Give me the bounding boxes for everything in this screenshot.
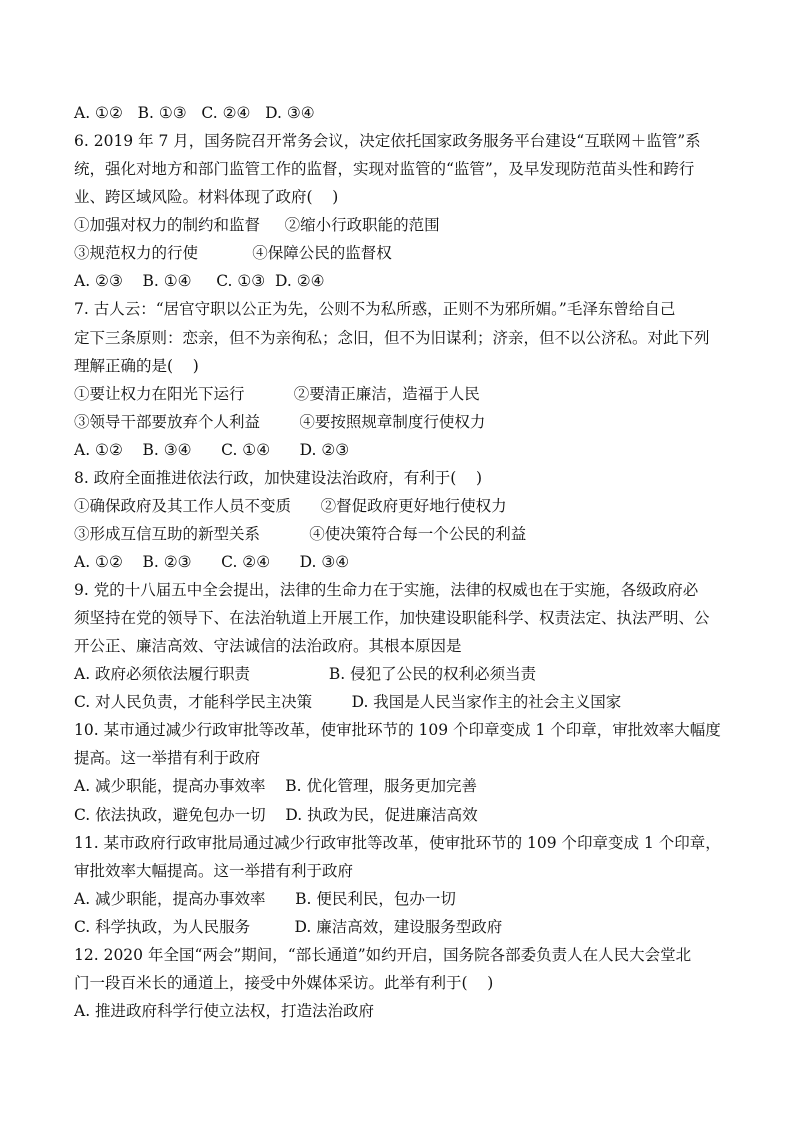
text-line: 统，强化对地方和部门监管工作的监督，实现对监管的“监管”，及早发现防范苗头性和跨行 xyxy=(74,160,695,179)
text-line: 门一段百米长的通道上，接受中外媒体采访。此举有利于( ) xyxy=(74,973,494,992)
text-line: 11. 某市政府行政审批局通过减少行政审批等改革，使审批环节的 109 个印章变成 1 个印章， xyxy=(74,833,721,852)
text-line: A. 政府必须依法履行职责 B. 侵犯了公民的权利必须当责 xyxy=(74,665,537,684)
text-line: 9. 党的十八届五中全会提出，法律的生命力在于实施，法律的权威也在于实施，各级政府必 xyxy=(74,581,699,599)
text-line: A. 减少职能，提高办事效率 B. 优化管理，服务更加完善 xyxy=(74,777,478,796)
text-line: 10. 某市通过减少行政审批等改革，使审批环节的 109 个印章变成 1 个印章，审批效率大幅度 xyxy=(74,721,721,740)
text-line: ③领导干部要放弃个人利益 ④要按照规章制度行使权力 xyxy=(74,412,486,431)
text-line: ①加强对权力的制约和监督 ②缩小行政职能的范围 xyxy=(74,216,440,235)
text-line: 12. 2020 年全国“两会”期间，“部长通道”如约开启，国务院各部委负责人在人民大会堂北 xyxy=(74,945,692,964)
text-line: 开公正、廉洁高效、守法诚信的法治政府。其根本原因是 xyxy=(74,637,462,656)
text-line: A. 减少职能，提高办事效率 B. 便民利民，包办一切 xyxy=(74,889,456,908)
text-line: A. ①② B. ③④ C. ①④ D. ②③ xyxy=(74,440,350,459)
text-line: ①确保政府及其工作人员不变质 ②督促政府更好地行使权力 xyxy=(74,496,507,515)
text-line: 业、跨区域风险。材料体现了政府( ) xyxy=(74,188,339,207)
text-line: 理解正确的是( ) xyxy=(74,356,199,375)
text-line: 7. 古人云：“居官守职以公正为先，公则不为私所惑，正则不为邪所媚。”毛泽东曾给自己 xyxy=(74,300,676,319)
text-line: ①要让权力在阳光下运行 ②要清正廉洁，造福于人民 xyxy=(74,384,480,403)
text-line: 审批效率大幅提高。这一举措有利于政府 xyxy=(74,861,354,880)
text-line: A. 推进政府科学行使立法权，打造法治政府 xyxy=(74,1001,375,1020)
text-line: 须坚持在党的领导下、在法治轨道上开展工作，加快建设职能科学、权责法定、执法严明、公 xyxy=(74,609,710,628)
text-line: A. ①② B. ②③ C. ②④ D. ③④ xyxy=(74,553,350,571)
text-line: 8. 政府全面推进依法行政，加快建设法治政府，有利于( ) xyxy=(74,468,483,487)
text-line: 提高。这一举措有利于政府 xyxy=(74,749,261,768)
text-line: 6. 2019 年 7 月，国务院召开常务会议，决定依托国家政务服务平台建设“互联网＋监管”系 xyxy=(74,132,701,151)
text-line: C. 依法执政，避免包办一切 D. 执政为民，促进廉洁高效 xyxy=(74,805,478,824)
text-line: A. ②③ B. ①④ C. ①③ D. ②④ xyxy=(74,272,325,291)
text-line: 定下三条原则：恋亲，但不为亲徇私；念旧，但不为旧谋利；济亲，但不以公济私。对此下列 xyxy=(74,328,710,347)
text-line: C. 科学执政，为人民服务 D. 廉洁高效，建设服务型政府 xyxy=(74,917,503,936)
text-line: ③形成互信互助的新型关系 ④使决策符合每一个公民的利益 xyxy=(74,524,527,543)
text-line: A. ①② B. ①③ C. ②④ D. ③④ xyxy=(74,104,315,122)
text-line: ③规范权力的行使 ④保障公民的监督权 xyxy=(74,244,392,263)
text-line: C. 对人民负责，才能科学民主决策 D. 我国是人民当家作主的社会主义国家 xyxy=(74,693,622,712)
